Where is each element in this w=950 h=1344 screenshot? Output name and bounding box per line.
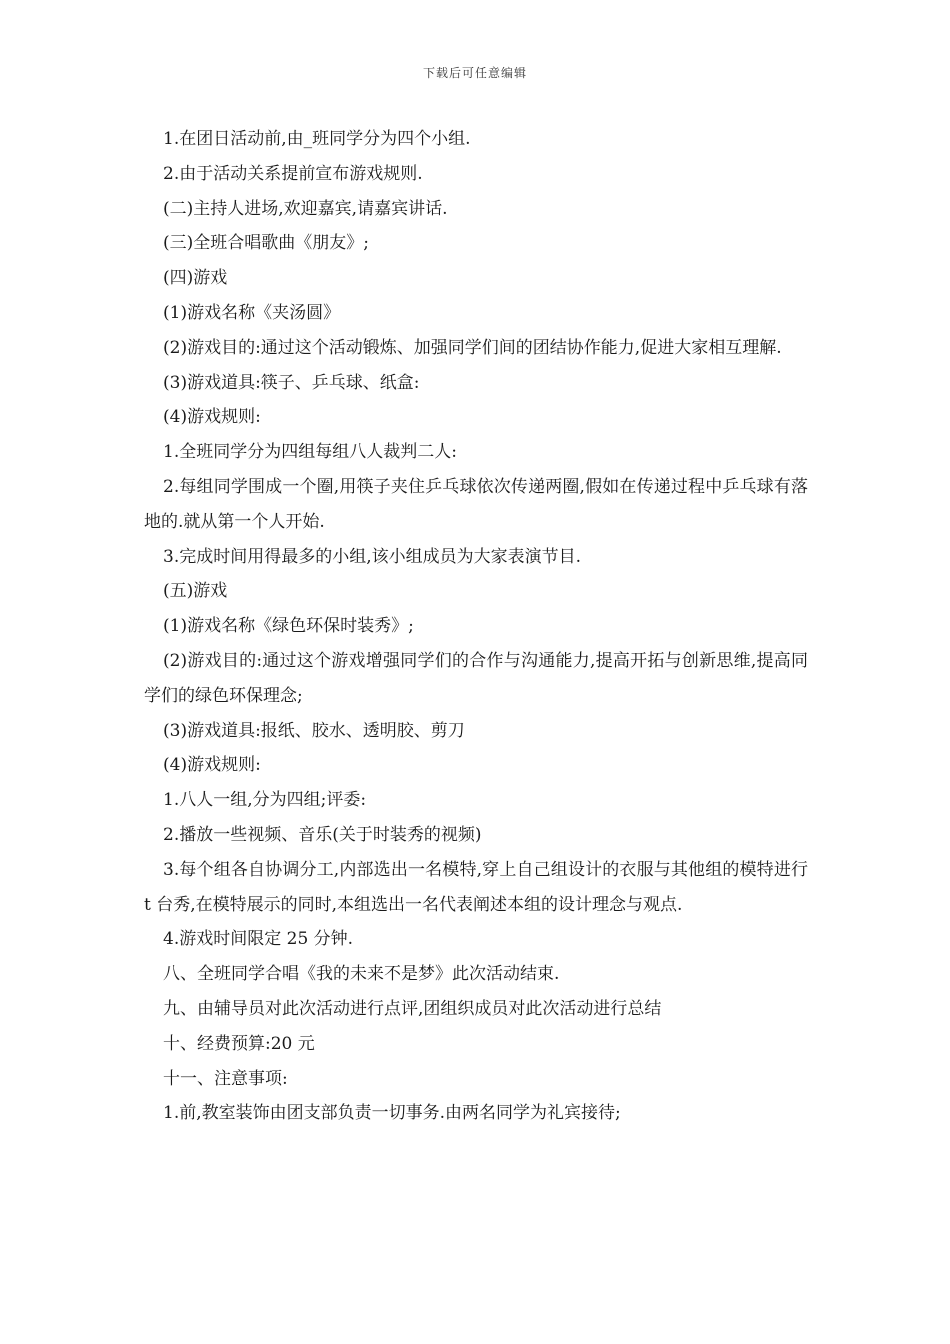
paragraph: (三)全班合唱歌曲《朋友》; xyxy=(163,233,369,254)
paragraph: (3)游戏道具:报纸、胶水、透明胶、剪刀 xyxy=(163,720,465,741)
paragraph: 2.播放一些视频、音乐(关于时装秀的视频) xyxy=(163,824,482,845)
paragraph: (2)游戏目的:通过这个游戏增强同学们的合作与沟通能力,提高开拓与创新思维,提高同学们的绿色环保理念; xyxy=(144,650,808,706)
document-body xyxy=(144,122,808,1131)
page-header: 下载后可任意编辑 xyxy=(422,66,527,80)
paragraph: 3.每个组各自协调分工,内部选出一名模特,穿上自己组设计的衣服与其他组的模特进行 t 台秀,在模特展示的同时,本组选出一名代表阐述本组的设计理念与观点. xyxy=(144,859,808,915)
paragraph: (1)游戏名称《夹汤圆》 xyxy=(163,302,341,323)
paragraph: 九、由辅导员对此次活动进行点评,团组织成员对此次活动进行总结 xyxy=(163,998,662,1019)
paragraph: 1.前,教室装饰由团支部负责一切事务.由两名同学为礼宾接待; xyxy=(163,1103,621,1124)
paragraph: (2)游戏目的:通过这个活动锻炼、加强同学们间的团结协作能力,促进大家相互理解. xyxy=(163,337,782,358)
paragraph: 1.在团日活动前,由_班同学分为四个小组. xyxy=(163,129,471,149)
paragraph: 3.完成时间用得最多的小组,该小组成员为大家表演节目. xyxy=(163,546,582,567)
paragraph: (3)游戏道具:筷子、乒乓球、纸盒: xyxy=(163,372,420,393)
paragraph: (二)主持人进场,欢迎嘉宾,请嘉宾讲话. xyxy=(163,198,448,219)
paragraph: (4)游戏规则: xyxy=(163,407,261,428)
paragraph: 4.游戏时间限定 25 分钟. xyxy=(163,929,354,950)
paragraph: (四)游戏 xyxy=(163,268,228,289)
paragraph: 1.八人一组,分为四组;评委: xyxy=(163,790,367,811)
paragraph: 十、经费预算:20 元 xyxy=(163,1033,315,1054)
paragraph: (1)游戏名称《绿色环保时装秀》; xyxy=(163,616,414,637)
paragraph: 1.全班同学分为四组每组八人裁判二人: xyxy=(163,442,457,463)
paragraph: 八、全班同学合唱《我的未来不是梦》此次活动结束. xyxy=(163,964,560,985)
paragraph: 2.每组同学围成一个圈,用筷子夹住乒乓球依次传递两圈,假如在传递过程中乒乓球有落地的.就从第一个人开始. xyxy=(144,476,808,532)
paragraph: 2.由于活动关系提前宣布游戏规则. xyxy=(163,163,423,184)
paragraph: 十一、注意事项: xyxy=(163,1068,288,1089)
paragraph: (五)游戏 xyxy=(163,581,228,602)
paragraph: (4)游戏规则: xyxy=(163,755,261,776)
